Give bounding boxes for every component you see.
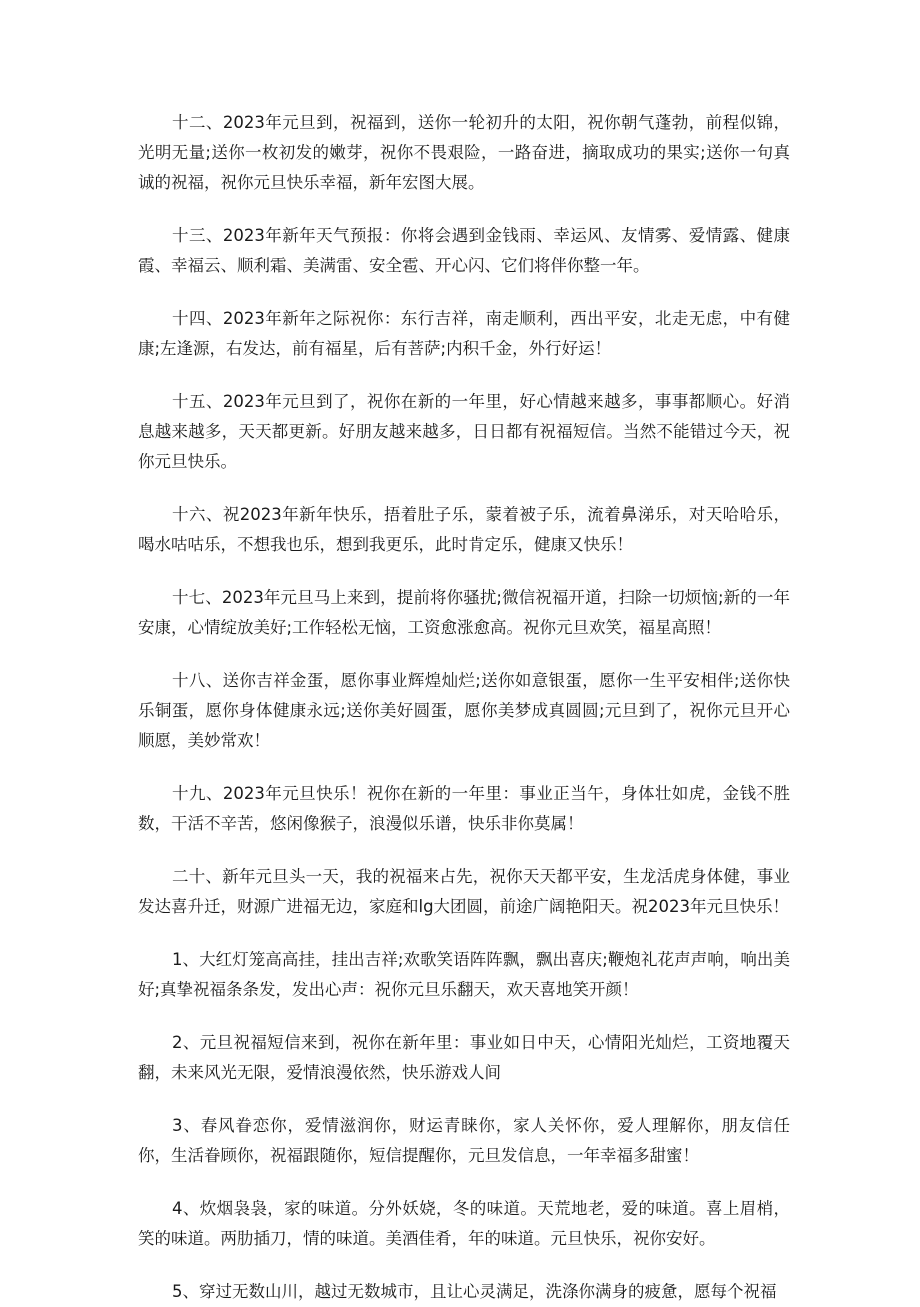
- paragraph-16: 十六、祝2023年新年快乐，捂着肚子乐，蒙着被子乐，流着鼻涕乐，对天哈哈乐，喝水咕咕乐，不想我也乐，想到我更乐，此时肯定乐，健康又快乐！: [138, 505, 790, 554]
- paragraph-19: 十九、2023年元旦快乐！祝你在新的一年里：事业正当午，身体壮如虎，金钱不胜数，干活不辛苦，悠闲像猴子，浪漫似乐谱，快乐非你莫属！: [138, 784, 790, 833]
- paragraph-20: 二十、新年元旦头一天，我的祝福来占先，祝你天天都平安，生龙活虎身体健，事业发达喜升迁，财源广进福无边，家庭和lg大团圆，前途广阔艳阳天。祝2023年元旦快乐！: [138, 867, 790, 916]
- paragraph-15: 十五、2023年元旦到了，祝你在新的一年里，好心情越来越多，事事都顺心。好消息越来越多，天天都更新。好朋友越来越多，日日都有祝福短信。当然不能错过今天，祝你元旦快乐。: [138, 392, 790, 471]
- paragraph-14: 十四、2023年新年之际祝你：东行吉祥，南走顺利，西出平安，北走无虑，中有健康;左逢源，右发达，前有福星，后有菩萨;内积千金，外行好运！: [138, 309, 790, 358]
- paragraph-4: 4、炊烟袅袅，家的味道。分外妖娆，冬的味道。天荒地老，爱的味道。喜上眉梢，笑的味道。两肋插刀，情的味道。美酒佳肴，年的味道。元旦快乐，祝你安好。: [138, 1199, 790, 1248]
- paragraph-1: 1、大红灯笼高高挂，挂出吉祥;欢歌笑语阵阵飘，飘出喜庆;鞭炮礼花声声响，响出美好;真挚祝福条条发，发出心声：祝你元旦乐翻天，欢天喜地笑开颜！: [138, 950, 790, 999]
- document-body: [138, 108, 790, 1307]
- paragraph-17: 十七、2023年元旦马上来到，提前将你骚扰;微信祝福开道，扫除一切烦恼;新的一年安康，心情绽放美好;工作轻松无恼，工资愈涨愈高。祝你元旦欢笑，福星高照！: [138, 588, 790, 637]
- paragraph-3: 3、春风眷恋你，爱情滋润你，财运青睐你，家人关怀你，爱人理解你，朋友信任你，生活眷顾你，祝福跟随你，短信提醒你，元旦发信息，一年幸福多甜蜜！: [138, 1116, 790, 1165]
- paragraph-13: 十三、2023年新年天气预报：你将会遇到金钱雨、幸运风、友情雾、爱情露、健康霞、幸福云、顺利霜、美满雷、安全雹、开心闪、它们将伴你整一年。: [138, 226, 790, 275]
- paragraph-18: 十八、送你吉祥金蛋，愿你事业辉煌灿烂;送你如意银蛋，愿你一生平安相伴;送你快乐铜蛋，愿你身体健康永远;送你美好圆蛋，愿你美梦成真圆圆;元旦到了，祝你元旦开心顺愿，美妙常欢！: [138, 671, 790, 750]
- paragraph-2: 2、元旦祝福短信来到，祝你在新年里：事业如日中天，心情阳光灿烂，工资地覆天翻，未来风光无限，爱情浪漫依然，快乐游戏人间: [138, 1033, 790, 1082]
- paragraph-12: 十二、2023年元旦到，祝福到，送你一轮初升的太阳，祝你朝气蓬勃，前程似锦，光明无量;送你一枚初发的嫩芽，祝你不畏艰险，一路奋进，摘取成功的果实;送你一句真诚的祝福，祝你元旦快乐幸福，新年宏图大展。: [138, 113, 790, 192]
- paragraph-5: 5、穿过无数山川，越过无数城市，且让心灵满足，洗涤你满身的疲惫，愿每个祝福: [172, 1282, 777, 1301]
